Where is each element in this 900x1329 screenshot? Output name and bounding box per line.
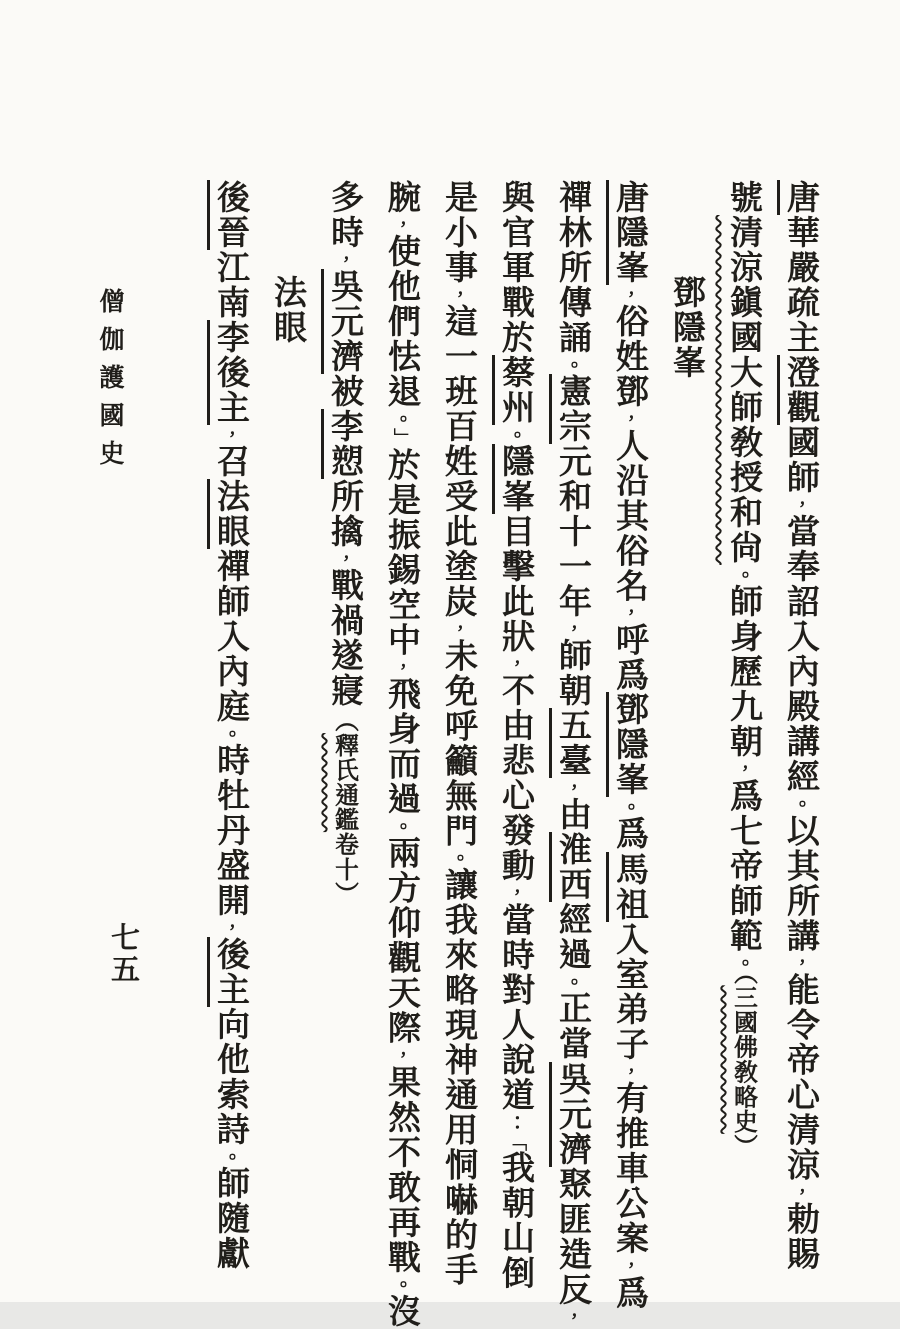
page-number: 七五: [107, 922, 141, 986]
punctuation: ，: [220, 425, 243, 445]
text-run: 江南: [212, 250, 251, 320]
proper-name-marked-text: 唐: [606, 180, 650, 215]
text-run: [497, 425, 536, 444]
punctuation: 。: [391, 409, 414, 429]
text-run: 國師，當奉詔入內殿講經。以其所講，能令帝心清涼，勅賜: [782, 425, 821, 1272]
punctuation: ：: [505, 1112, 528, 1132]
proper-name-marked-text: 唐: [777, 180, 821, 215]
text-column: [326, 180, 365, 1329]
text-run: 與官軍戰於: [497, 180, 536, 355]
proper-name-marked-text: 後晉: [207, 180, 251, 250]
punctuation: ，: [619, 1255, 642, 1275]
punctuation: ，: [562, 1306, 585, 1326]
text-run: 多時，: [326, 180, 365, 270]
punctuation: 「: [505, 1131, 528, 1151]
text-column: [497, 180, 536, 1329]
punctuation: ，: [619, 409, 642, 429]
text-run: 向他索詩。師隨獻: [212, 1007, 251, 1272]
proper-name-marked-text: 五臺: [549, 708, 593, 778]
punctuation: ，: [733, 759, 756, 779]
proper-name-marked-text: 鄧隱峯: [606, 692, 650, 797]
proper-name-marked-text: 憲宗: [549, 374, 593, 444]
punctuation: ，: [391, 1045, 414, 1065]
text-run: ，俗姓鄧，人沿其俗名，呼爲: [611, 285, 650, 693]
text-run: 所擒，戰禍遂寢: [326, 479, 365, 709]
punctuation: 」: [391, 428, 414, 448]
punctuation: ，: [619, 285, 642, 305]
text-run: 入室弟子，有推車公案，爲: [611, 921, 650, 1310]
punctuation: ，: [562, 619, 585, 639]
punctuation: 。: [505, 425, 528, 445]
punctuation: ，: [790, 1182, 813, 1202]
proper-name-marked-text: 隱峯: [492, 444, 536, 514]
text-block: [191, 180, 821, 1329]
text-column: [554, 180, 593, 1329]
text-column: [440, 180, 479, 1329]
section-heading: 鄧隱峯: [668, 275, 707, 380]
book-title-marked-text: 清涼鎭國大師敎授和尙: [725, 215, 764, 565]
punctuation: ，: [448, 619, 471, 639]
proper-name-marked-text: 李後主: [207, 320, 251, 425]
punctuation: 。: [220, 724, 243, 744]
text-run: 。師身歷九朝，爲七帝師範。: [725, 565, 764, 973]
proper-name-marked-text: 李愬: [321, 409, 365, 479]
punctuation: ，: [790, 953, 813, 973]
text-run: ，由: [554, 778, 593, 833]
text-run: 經過。正當: [554, 902, 593, 1062]
punctuation: 。: [448, 848, 471, 868]
text-column: [383, 180, 422, 1329]
punctuation: ，: [562, 778, 585, 798]
text-column: [611, 180, 650, 1329]
text-run: 號: [725, 180, 764, 215]
punctuation: ，: [790, 495, 813, 515]
text-run: （: [331, 708, 359, 734]
text-run: ，召: [212, 425, 251, 480]
punctuation: ，: [505, 883, 528, 903]
text-run: ）: [730, 1133, 758, 1159]
punctuation: ，: [619, 603, 642, 623]
punctuation: 。: [220, 1147, 243, 1167]
punctuation: ，: [391, 215, 414, 235]
text-run: 禪林所傳誦。: [554, 180, 593, 375]
proper-name-marked-text: 隱峯: [606, 215, 650, 285]
section-heading: 法眼: [269, 275, 308, 345]
book-title-marked-text: 三國佛敎略史: [730, 985, 758, 1134]
punctuation: ，: [334, 549, 357, 569]
punctuation: ，: [505, 654, 528, 674]
punctuation: ，: [391, 657, 414, 677]
proper-name-marked-text: 淮西: [549, 832, 593, 902]
text-run: 華嚴疏主: [782, 215, 821, 355]
proper-name-marked-text: 吳元濟: [321, 269, 365, 374]
punctuation: 。: [562, 355, 585, 375]
text-column: [782, 180, 821, 1329]
text-run: 被: [326, 374, 365, 410]
text-run: 禪師入內庭。時牡丹盛開，: [212, 549, 251, 938]
punctuation: ，: [619, 1061, 642, 1081]
text-run: 腕，使他們怯退。」於是振錫空中，飛身而過。兩方仰觀天際，果然不敢再戰。沒: [383, 180, 422, 1329]
punctuation: 。: [619, 797, 642, 817]
text-run: 卷十）: [331, 832, 359, 907]
text-run: 目擊此狀，不由悲心發動，當時對人說道：「我朝山倒: [497, 514, 536, 1291]
text-run: 。爲: [611, 797, 650, 852]
proper-name-marked-text: 澄觀: [777, 355, 821, 425]
punctuation: 。: [562, 972, 585, 992]
punctuation: 。: [790, 794, 813, 814]
text-run: 聚匪造反，: [554, 1166, 593, 1326]
punctuation: ，: [220, 918, 243, 938]
text-run: 元和十一年，師朝: [554, 444, 593, 709]
text-run: （: [730, 972, 758, 986]
punctuation: ，: [448, 285, 471, 305]
punctuation: 。: [391, 1274, 414, 1294]
proper-name-marked-text: 蔡州: [492, 355, 536, 425]
text-column: [725, 180, 764, 1329]
punctuation: ，: [334, 250, 357, 270]
punctuation: 。: [733, 565, 756, 585]
proper-name-marked-text: 後主: [207, 937, 251, 1007]
proper-name-marked-text: 法眼: [207, 479, 251, 549]
book-title-marked-text: 釋氏通鑑: [331, 733, 359, 833]
proper-name-marked-text: 吳元濟: [549, 1062, 593, 1167]
text-column: [212, 180, 251, 1329]
text-run: 是小事，這一班百姓受此塗炭，未免呼籲無門。讓我來略現神通用恫嚇的手: [440, 180, 479, 1288]
punctuation: 。: [733, 953, 756, 973]
proper-name-marked-text: 馬祖: [606, 852, 650, 922]
running-title: 僧伽護國史: [96, 288, 125, 478]
punctuation: 。: [391, 816, 414, 836]
